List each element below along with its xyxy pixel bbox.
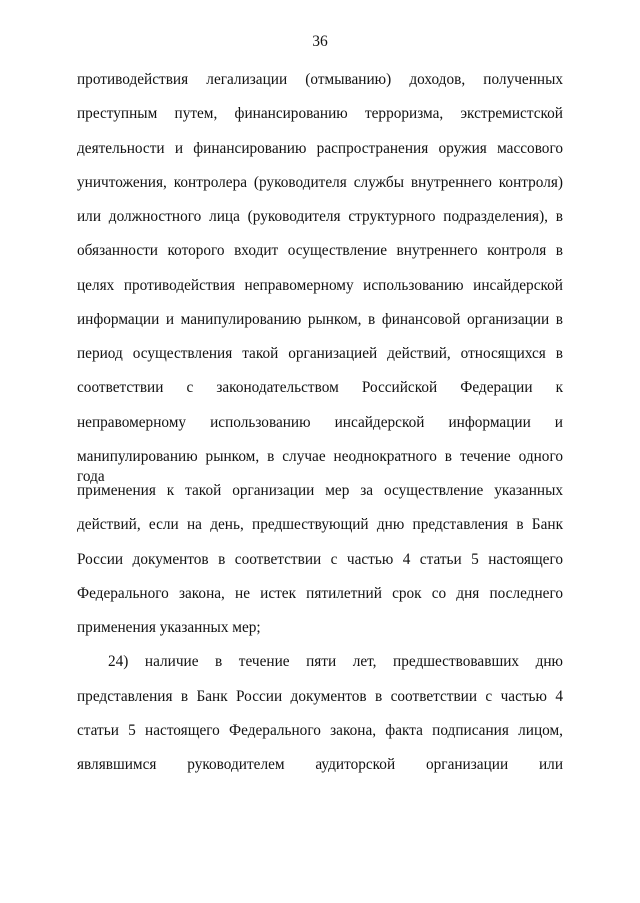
text-line: действий, если на день, предшествующий дню представления в Банк (77, 516, 563, 534)
text-line: Федерального закона, не истек пятилетний срок со дня последнего (77, 584, 563, 602)
text-line: целях противодействия неправомерному использованию инсайдерской (77, 276, 563, 294)
text-line: соответствии с законодательством Российской Федерации к (77, 379, 563, 397)
text-line: являвшимся руководителем аудиторской организации или (77, 756, 563, 773)
text-line: статьи 5 настоящего Федерального закона, факта подписания лицом, (77, 721, 563, 739)
text-line: представления в Банк России документов в соответствии с частью 4 (77, 687, 563, 705)
text-line: период осуществления такой организацией действий, относящихся в (77, 345, 563, 362)
text-line: применения к такой организации мер за осуществление указанных (77, 482, 563, 499)
text-line: уничтожения, контролера (руководителя службы внутреннего контроля) (77, 173, 563, 191)
text-line: неправомерному использованию инсайдерской информации и (77, 413, 563, 431)
text-line: манипулированию рынком, в случае неоднократного в течение одного года (77, 447, 563, 485)
text-line: деятельности и финансированию распространения оружия массового (77, 139, 563, 157)
text-line: 24) наличие в течение пяти лет, предшествовавших дню (108, 653, 563, 671)
page-number: 36 (312, 33, 328, 50)
text-line: противодействия легализации (отмыванию) доходов, полученных (77, 71, 563, 88)
text-line: применения указанных мер; (77, 619, 261, 636)
text-line: России документов в соответствии с частью 4 статьи 5 настоящего (77, 550, 563, 568)
text-line: или должностного лица (руководителя структурного подразделения), в (77, 208, 563, 225)
document-body (77, 70, 563, 789)
text-line: информации и манипулированию рынком, в финансовой организации в (77, 310, 563, 328)
text-line: преступным путем, финансированию терроризма, экстремистской (77, 105, 563, 123)
text-line: обязанности которого входит осуществление внутреннего контроля в (77, 242, 563, 260)
